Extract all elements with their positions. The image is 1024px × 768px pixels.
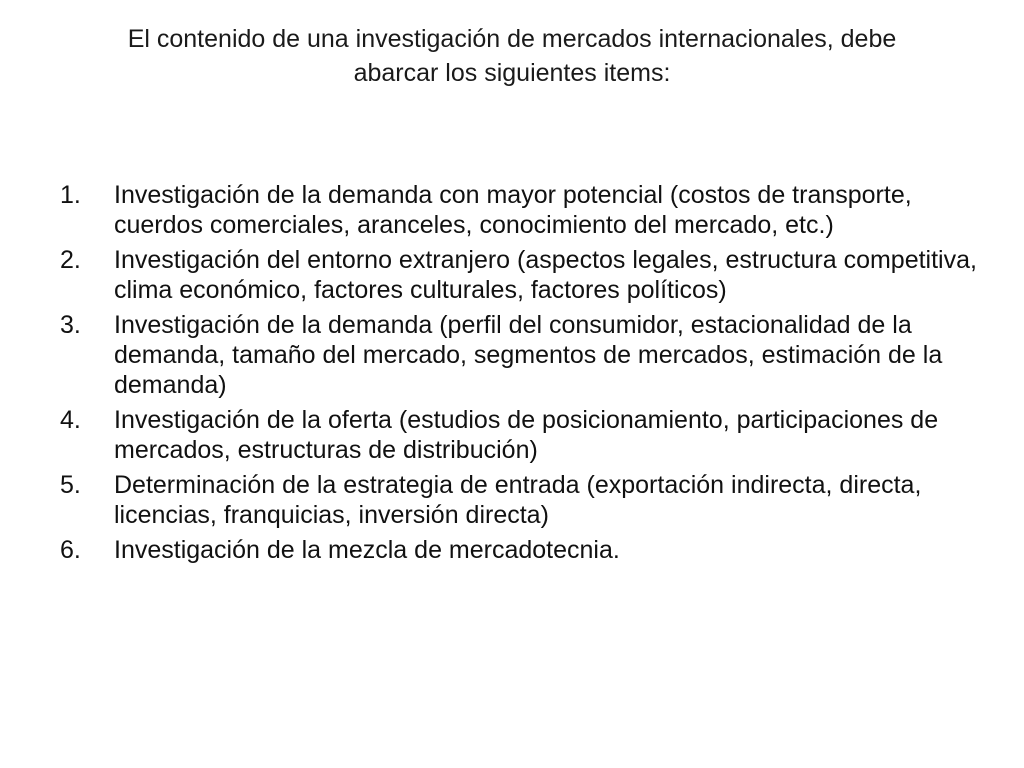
list-item-number: 2.: [60, 246, 81, 274]
list-item-number: 3.: [60, 311, 81, 339]
list-item: [60, 470, 990, 530]
list-item-number: 6.: [60, 536, 81, 564]
list-item-number: 5.: [60, 471, 81, 499]
list-item-text: Investigación de la demanda (perfil del consumidor, estacionalidad de la demanda, tamaño del mercado, segmentos de mercados, estimación de la demanda): [114, 311, 943, 399]
list-item-text: Investigación de la mezcla de mercadotecnia.: [114, 536, 620, 564]
slide-title: [60, 22, 964, 90]
list-item: [60, 245, 990, 305]
list-item: [60, 180, 990, 240]
item-list: [60, 180, 990, 570]
list-item-number: 4.: [60, 406, 81, 434]
list-item-text: Determinación de la estrategia de entrada (exportación indirecta, directa, licencias, franquicias, inversión directa): [114, 471, 922, 529]
list-item-text: Investigación de la oferta (estudios de posicionamiento, participaciones de mercados, estructuras de distribución): [114, 406, 939, 464]
list-item: [60, 535, 990, 565]
list-item: [60, 405, 990, 465]
list-item-text: Investigación del entorno extranjero (aspectos legales, estructura competitiva, clima económico, factores culturales, factores políticos): [114, 246, 977, 304]
list-item: [60, 310, 990, 400]
list-item-text: Investigación de la demanda con mayor potencial (costos de transporte, cuerdos comerciales, aranceles, conocimiento del mercado, etc.): [114, 181, 912, 239]
slide-title-line-2: abarcar los siguientes items:: [353, 59, 671, 87]
list-item-number: 1.: [60, 181, 81, 209]
slide-title-line-1: El contenido de una investigación de mercados internacionales, debe: [127, 25, 897, 53]
